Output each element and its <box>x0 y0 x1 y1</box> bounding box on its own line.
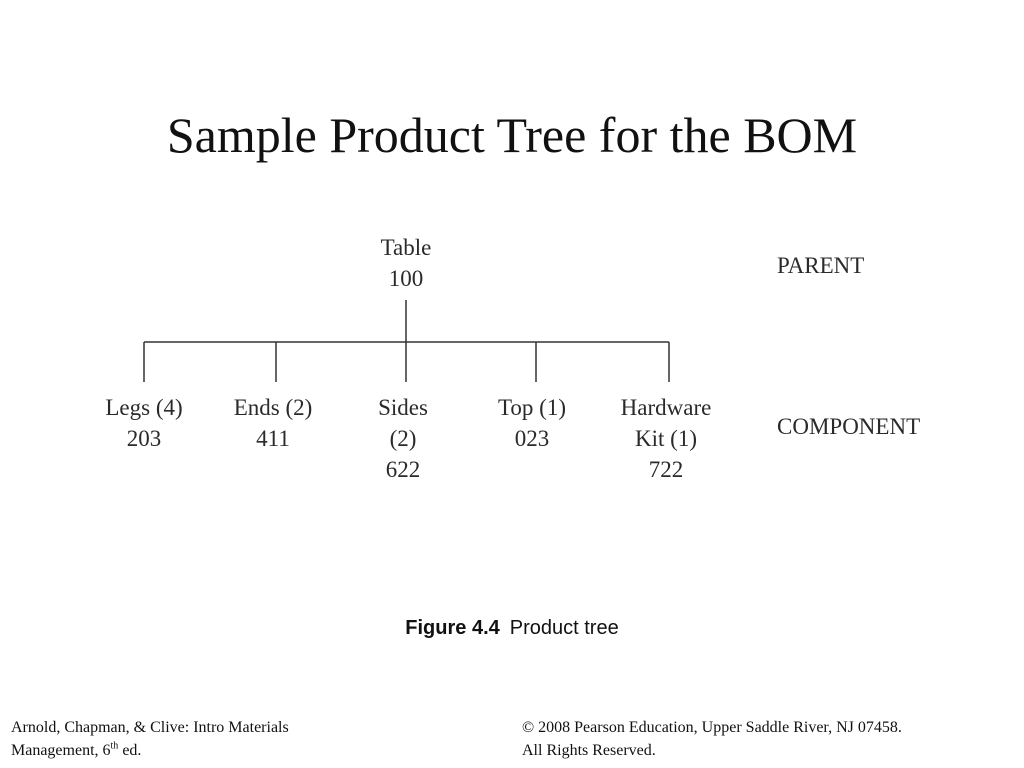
component-node-line: Hardware <box>620 395 712 420</box>
component-node-hardware-kit <box>598 392 734 485</box>
figure-caption-number: Figure 4.4 <box>405 617 500 639</box>
footer-citation-edition: Management, 6 <box>11 742 111 759</box>
component-node-line: Sides <box>378 395 428 420</box>
footer-copyright <box>522 716 902 762</box>
footer-citation <box>11 716 289 762</box>
component-node-sides <box>343 392 463 485</box>
component-node-ends <box>208 392 338 454</box>
footer-citation-line1: Arnold, Chapman, & Clive: Intro Materials <box>11 719 289 736</box>
component-node-top <box>467 392 597 454</box>
component-node-line: Kit (1) <box>635 426 697 451</box>
component-node-line: 722 <box>648 457 684 482</box>
component-node-line: 411 <box>256 426 290 451</box>
footer-copyright-line1: © 2008 Pearson Education, Upper Saddle River, NJ 07458. <box>522 719 902 736</box>
footer-citation-edition-suffix: th <box>110 740 119 752</box>
component-level-label: COMPONENT <box>777 414 921 439</box>
parent-node-part-number: 100 <box>388 266 424 291</box>
footer-copyright-line2: All Rights Reserved. <box>522 742 656 759</box>
footer-citation-line2 <box>11 739 289 762</box>
footer-citation-ed: ed. <box>118 742 142 759</box>
figure-caption <box>0 614 1024 642</box>
parent-node-table <box>346 232 466 294</box>
parent-level-label: PARENT <box>777 253 865 278</box>
component-node-line: Top (1) <box>497 395 566 420</box>
figure-caption-text: Product tree <box>509 617 619 639</box>
parent-node-name: Table <box>380 235 432 260</box>
component-node-line: 622 <box>385 457 421 482</box>
component-node-line: (2) <box>389 426 417 451</box>
component-node-line: 023 <box>514 426 550 451</box>
component-node-line: 203 <box>126 426 162 451</box>
slide-title: Sample Product Tree for the BOM <box>166 107 858 163</box>
component-node-line: Legs (4) <box>105 395 183 420</box>
component-node-legs <box>79 392 209 454</box>
component-node-line: Ends (2) <box>233 395 313 420</box>
